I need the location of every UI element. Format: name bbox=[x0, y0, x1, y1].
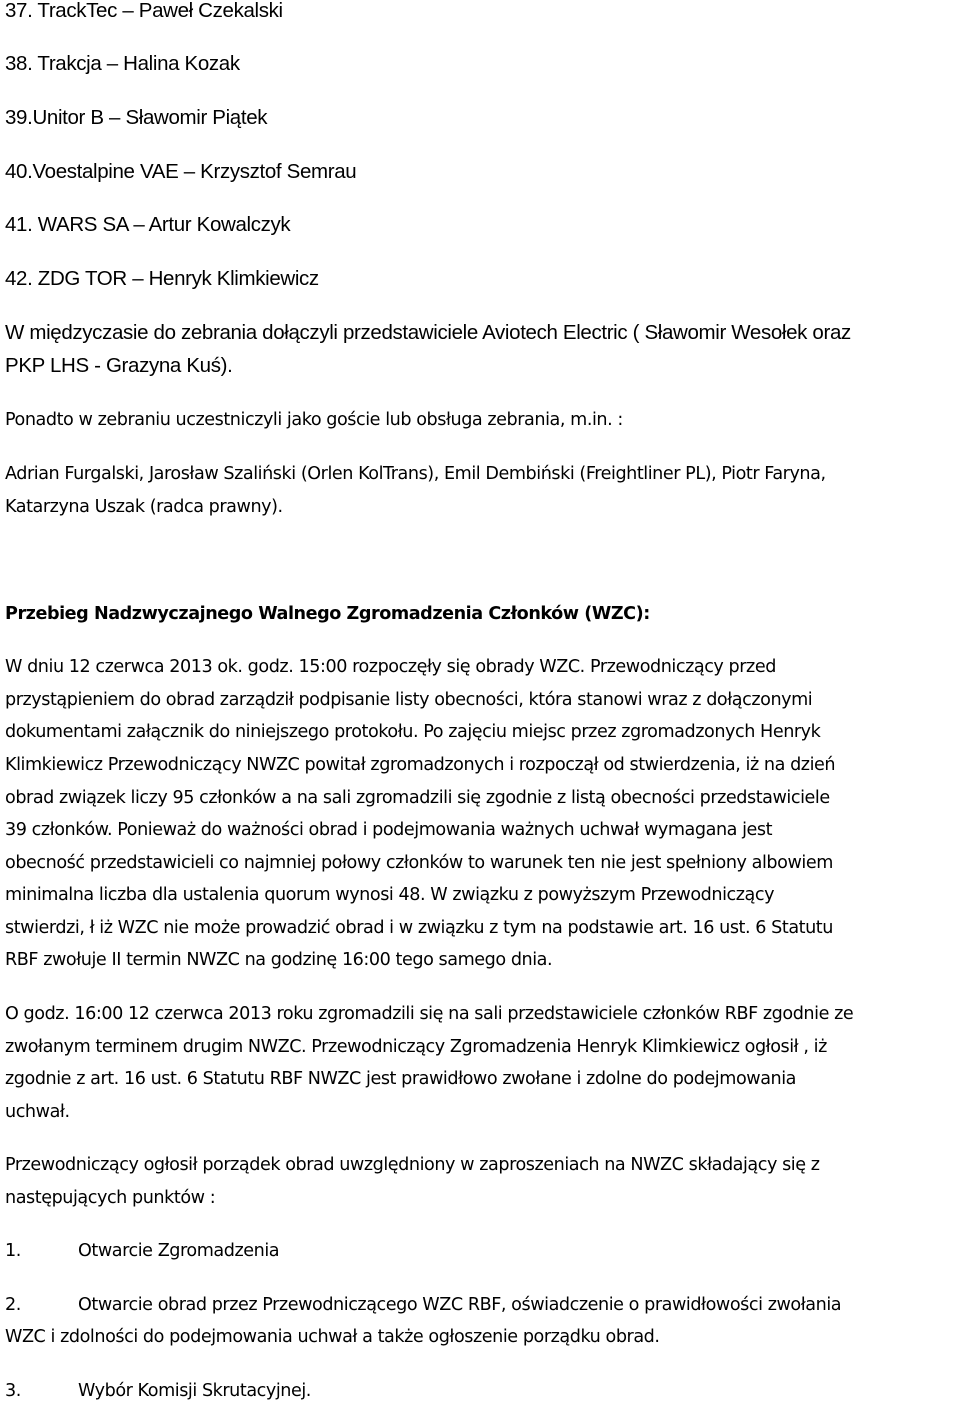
para3-line-2: następujących punktów : bbox=[5, 1188, 216, 1208]
para2-line-2: zwołanym terminem drugim NWZC. Przewodniczący Zgromadzenia Henryk Klimkiewicz ogłosił , iż bbox=[5, 1037, 827, 1057]
para1-line-7: obecność przedstawicieli co najmniej połowy członków to warunek ten nie jest spełniony albowiem bbox=[5, 853, 833, 873]
member-item-40: 40.Voestalpine VAE – Krzysztof Semrau bbox=[5, 160, 357, 183]
para2-line-4: uchwał. bbox=[5, 1102, 70, 1122]
agenda-number: 2. bbox=[5, 1295, 21, 1315]
agenda-number: 1. bbox=[5, 1241, 21, 1261]
note-line-2: PKP LHS - Grazyna Kuś). bbox=[5, 354, 233, 377]
para1-line-4: Klimkiewicz Przewodniczący NWZC powitał zgromadzonych i rozpoczął od stwierdzenia, iż na dzień bbox=[5, 755, 836, 775]
guests-line-2: Katarzyna Uszak (radca prawny). bbox=[5, 497, 283, 517]
agenda-text: Otwarcie Zgromadzenia bbox=[78, 1241, 280, 1261]
member-item-37: 37. TrackTec – Paweł Czekalski bbox=[5, 0, 283, 22]
para3-line-1: Przewodniczący ogłosił porządek obrad uwzględniony w zaproszeniach na NWZC składający się z bbox=[5, 1155, 820, 1175]
member-item-41: 41. WARS SA – Artur Kowalczyk bbox=[5, 213, 291, 236]
para1-line-1: W dniu 12 czerwca 2013 ok. godz. 15:00 rozpoczęły się obrady WZC. Przewodniczący przed bbox=[5, 657, 776, 677]
guests-intro: Ponadto w zebraniu uczestniczyli jako goście lub obsługa zebrania, m.in. : bbox=[5, 410, 623, 430]
para1-line-6: 39 członków. Ponieważ do ważności obrad i podejmowania ważnych uchwał wymagana jest bbox=[5, 820, 773, 840]
note-line-1: W międzyczasie do zebrania dołączyli przedstawiciele Aviotech Electric ( Sławomir Wesołek oraz bbox=[5, 321, 851, 344]
guests-line-1: Adrian Furgalski, Jarosław Szaliński (Orlen KolTrans), Emil Dembiński (Freightliner PL), Piotr Faryna, bbox=[5, 464, 826, 484]
member-item-38: 38. Trakcja – Halina Kozak bbox=[5, 52, 240, 75]
member-item-42: 42. ZDG TOR – Henryk Klimkiewicz bbox=[5, 267, 319, 290]
para1-line-10: RBF zwołuje II termin NWZC na godzinę 16:00 tego samego dnia. bbox=[5, 950, 553, 970]
agenda-item-2-continuation: WZC i zdolności do podejmowania uchwał a także ogłoszenie porządku obrad. bbox=[5, 1327, 660, 1347]
agenda-number: 3. bbox=[5, 1381, 21, 1401]
para1-line-9: stwierdzi, ł iż WZC nie może prowadzić obrad i w związku z tym na podstawie art. 16 ust. 6 Statutu bbox=[5, 918, 833, 938]
para2-line-3: zgodnie z art. 16 ust. 6 Statutu RBF NWZC jest prawidłowo zwołane i zdolne do podejmowania bbox=[5, 1069, 796, 1089]
para1-line-2: przystąpieniem do obrad zarządził podpisanie listy obecności, która stanowi wraz z dołączonymi bbox=[5, 690, 813, 710]
section-heading: Przebieg Nadzwyczajnego Walnego Zgromadzenia Członków (WZC): bbox=[5, 604, 650, 624]
agenda-text: Wybór Komisji Skrutacyjnej. bbox=[78, 1381, 311, 1401]
para1-line-8: minimalna liczba dla ustalenia quorum wynosi 48. W związku z powyższym Przewodniczący bbox=[5, 885, 775, 905]
agenda-text: Otwarcie obrad przez Przewodniczącego WZC RBF, oświadczenie o prawidłowości zwołania bbox=[78, 1295, 842, 1315]
member-item-39: 39.Unitor B – Sławomir Piątek bbox=[5, 106, 268, 129]
para1-line-3: dokumentami załącznik do niniejszego protokołu. Po zajęciu miejsc przez zgromadzonych Henryk bbox=[5, 722, 821, 742]
para1-line-5: obrad związek liczy 95 członków a na sali zgromadzili się zgodnie z listą obecności przedstawiciele bbox=[5, 788, 830, 808]
para2-line-1: O godz. 16:00 12 czerwca 2013 roku zgromadzili się na sali przedstawiciele członków RBF zgodnie ze bbox=[5, 1004, 854, 1024]
